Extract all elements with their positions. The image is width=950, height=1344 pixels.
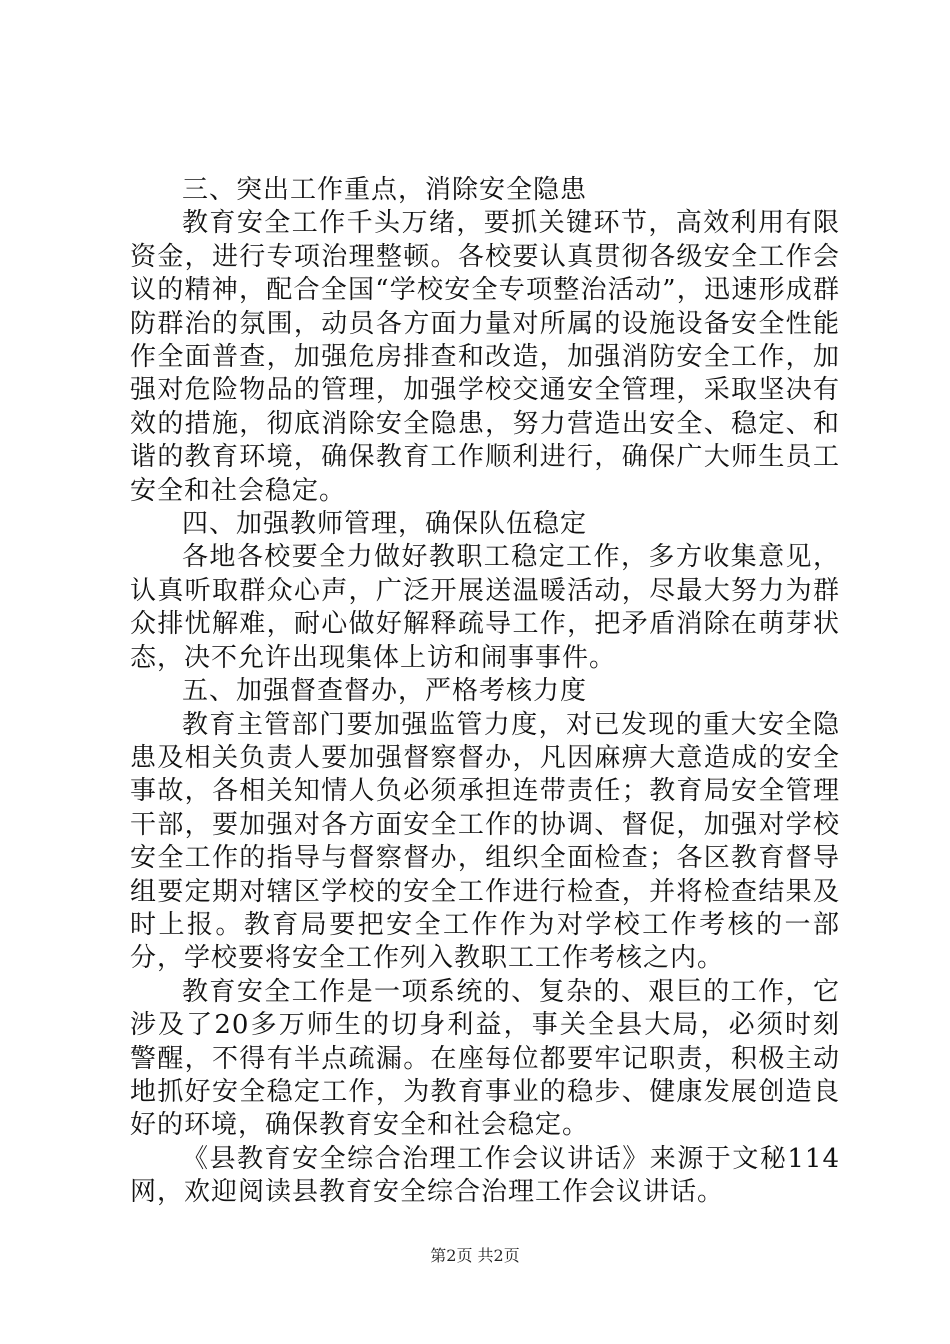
page-number-footer: 第2页 共2页 bbox=[430, 1246, 520, 1265]
source-note: 《县教育安全综合治理工作会议讲话》来源于文秘114网，欢迎阅读县教育安全综合治理工作会议讲话。 bbox=[130, 1143, 840, 1208]
paragraph: 教育安全工作千头万绪，要抓关键环节，高效利用有限资金，进行专项治理整顿。各校要认真贯彻各级安全工作会议的精神，配合全国“学校安全专项整治活动”，迅速形成群防群治的氛围，动员各方面力量对所属的设施设备安全性能作全面普查，加强危房排查和改造，加强消防安全工作，加强对危险物品的管理，加强学校交通安全管理，采取坚决有效的措施，彻底消除安全隐患，努力营造出安全、稳定、和谐的教育环境，确保教育工作顺利进行，确保广大师生员工安全和社会稳定。 bbox=[130, 208, 840, 506]
section-heading-4: 四、加强教师管理，确保队伍稳定 bbox=[182, 509, 588, 540]
document-body bbox=[130, 174, 840, 1210]
section-heading-5: 五、加强督查督办，严格考核力度 bbox=[182, 676, 588, 707]
paragraph: 教育安全工作是一项系统的、复杂的、艰巨的工作，它涉及了20多万师生的切身利益，事关全县大局，必须时刻警醒，不得有半点疏漏。在座每位都要牢记职责，积极主动地抓好安全稳定工作，为教育事业的稳步、健康发展创造良好的环境，确保教育安全和社会稳定。 bbox=[130, 976, 840, 1141]
paragraph: 教育主管部门要加强监管力度，对已发现的重大安全隐患及相关负责人要加强督察督办，凡因麻痹大意造成的安全事故，各相关知情人负必须承担连带责任；教育局安全管理干部，要加强对各方面安全工作的协调、督促，加强对学校安全工作的指导与督察督办，组织全面检查；各区教育督导组要定期对辖区学校的安全工作进行检查，并将检查结果及时上报。教育局要把安全工作作为对学校工作考核的一部分，学校要将安全工作列入教职工工作考核之内。 bbox=[130, 709, 840, 974]
section-heading-3: 三、突出工作重点，消除安全隐患 bbox=[182, 175, 588, 205]
paragraph: 各地各校要全力做好教职工稳定工作，多方收集意见，认真听取群众心声，广泛开展送温暖活动，尽最大努力为群众排忧解难，耐心做好解释疏导工作，把矛盾消除在萌芽状态，决不允许出现集体上访和闹事事件。 bbox=[130, 542, 840, 673]
